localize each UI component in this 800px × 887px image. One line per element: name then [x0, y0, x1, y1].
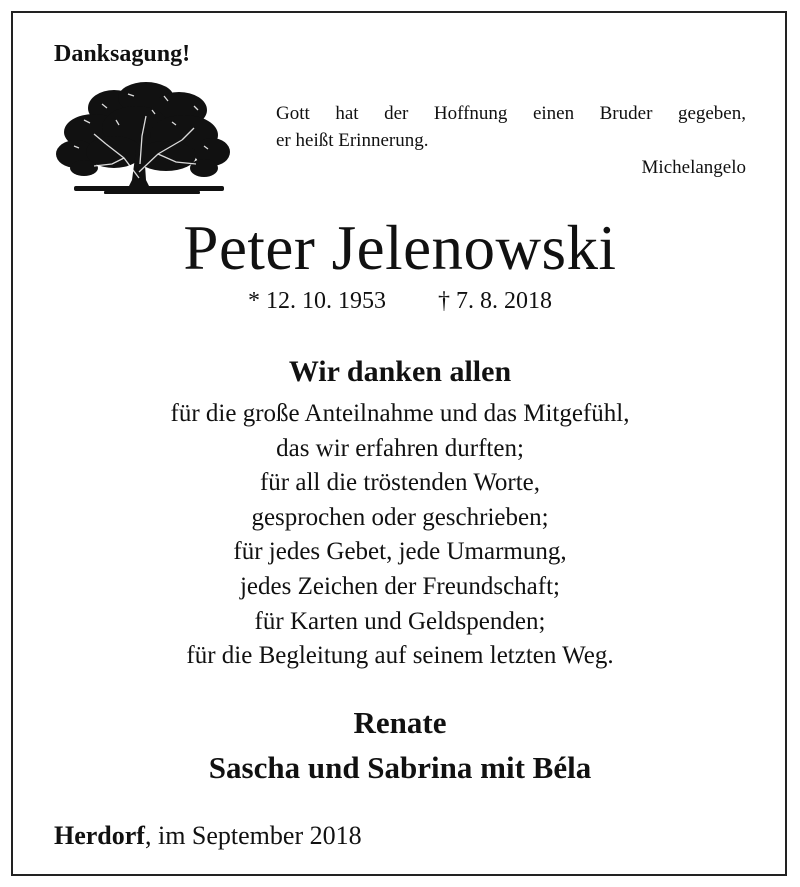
deceased-name: Peter Jelenowski — [183, 213, 617, 283]
birth-date: * 12. 10. 1953 — [248, 288, 386, 314]
tree-icon — [54, 80, 232, 198]
quote-author: Michelangelo — [641, 157, 746, 178]
thanks-line: das wir erfahren durften; — [276, 434, 524, 462]
thanks-line: für die Begleitung auf seinem letzten Weg. — [186, 642, 614, 670]
thanks-line: jedes Zeichen der Freundschaft; — [239, 572, 560, 600]
thanks-line: gesprochen oder geschrieben; — [251, 503, 549, 531]
month-year: , im September 2018 — [144, 821, 362, 850]
family-line-2: Sascha und Sabrina mit Béla — [208, 750, 592, 785]
notice-heading: Danksagung! — [54, 41, 191, 67]
thanks-line: für Karten und Geldspenden; — [254, 607, 546, 635]
thanks-line: für jedes Gebet, jede Umarmung, — [233, 538, 567, 566]
thanks-heading: Wir danken allen — [288, 355, 512, 388]
place-and-date — [54, 821, 362, 851]
thanks-line: für all die tröstenden Worte, — [259, 469, 541, 497]
thanks-text — [0, 397, 800, 674]
family-line-1: Renate — [353, 705, 447, 740]
death-date: † 7. 8. 2018 — [438, 288, 552, 314]
quote-line: er heißt Erinnerung. — [276, 130, 429, 151]
town-name: Herdorf — [54, 821, 145, 850]
life-dates — [0, 288, 800, 315]
quote-line: Gott hat der Hoffnung einen Bruder gegeben, — [276, 103, 746, 124]
quote-text — [276, 100, 746, 154]
thanks-line: für die große Anteilnahme und das Mitgefühl, — [170, 400, 630, 427]
